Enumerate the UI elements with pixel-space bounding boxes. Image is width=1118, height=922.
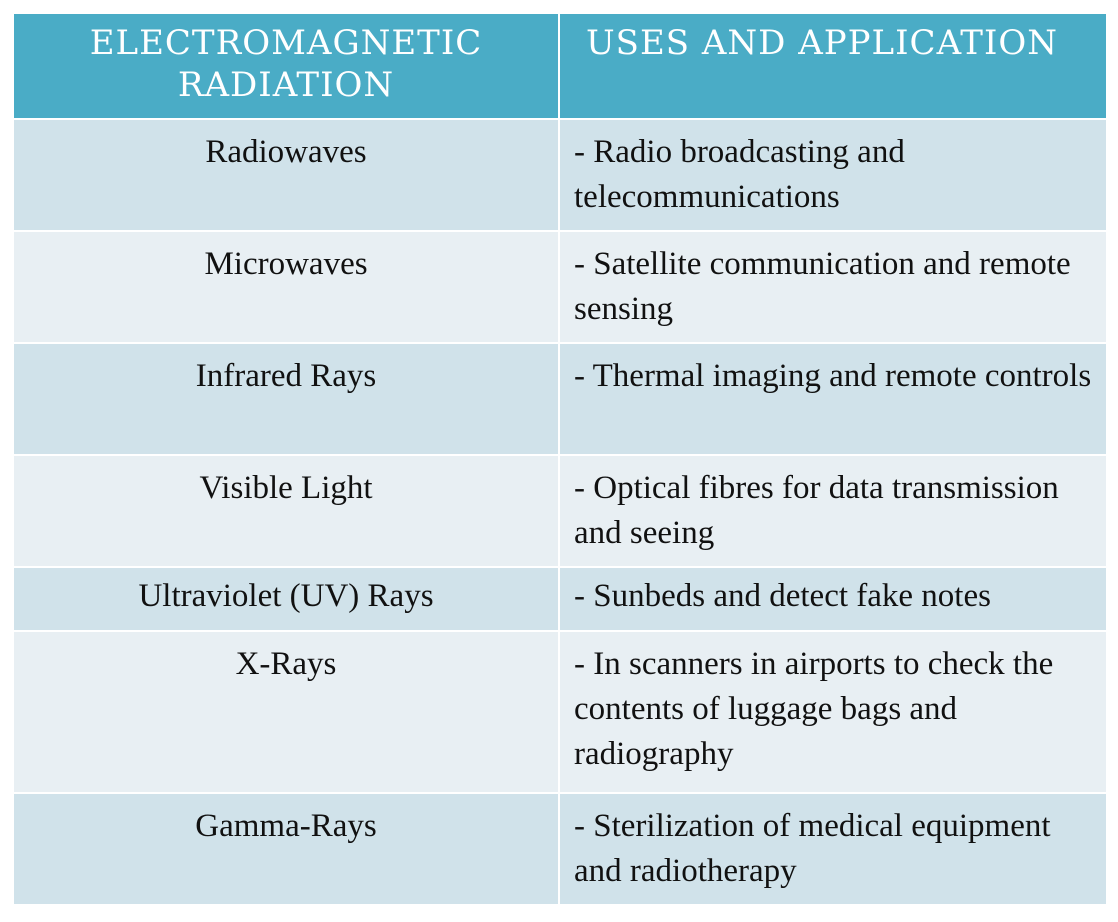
header-uses: USES AND APPLICATION (560, 14, 1106, 118)
table-row (14, 456, 1106, 566)
table-row (14, 232, 1106, 342)
table-row (14, 794, 1106, 904)
radiation-uses: - Sunbeds and detect fake notes (560, 568, 1106, 630)
radiation-name: Infrared Rays (14, 344, 558, 454)
table-header-row (14, 14, 1106, 118)
radiation-uses: - In scanners in airports to check the contents of luggage bags and radiography (560, 632, 1106, 792)
table-row (14, 632, 1106, 792)
header-radiation: ELECTROMAGNETIC RADIATION (14, 14, 558, 118)
radiation-name: Microwaves (14, 232, 558, 342)
table-row (14, 120, 1106, 230)
radiation-name: Radiowaves (14, 120, 558, 230)
radiation-uses: - Thermal imaging and remote controls (560, 344, 1106, 454)
radiation-uses-table (12, 12, 1108, 906)
radiation-name: Gamma-Rays (14, 794, 558, 904)
table-row (14, 344, 1106, 454)
radiation-name: Ultraviolet (UV) Rays (14, 568, 558, 630)
radiation-uses: - Optical fibres for data transmission and seeing (560, 456, 1106, 566)
radiation-name: X-Rays (14, 632, 558, 792)
radiation-name: Visible Light (14, 456, 558, 566)
radiation-uses: - Sterilization of medical equipment and radiotherapy (560, 794, 1106, 904)
table-row (14, 568, 1106, 630)
radiation-uses: - Radio broadcasting and telecommunications (560, 120, 1106, 230)
radiation-uses: - Satellite communication and remote sensing (560, 232, 1106, 342)
radiation-table-container (12, 12, 1106, 906)
